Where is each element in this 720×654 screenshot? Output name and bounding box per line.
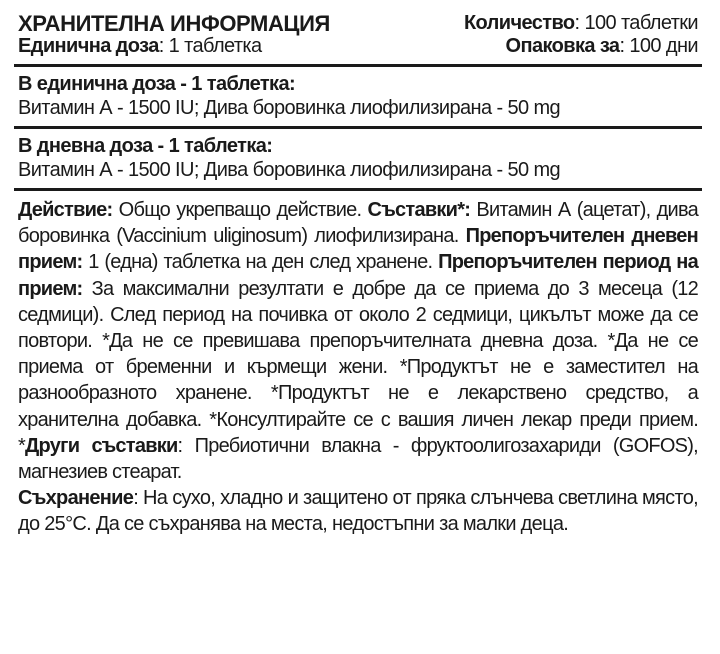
unit-dose-line xyxy=(18,35,330,58)
label-header xyxy=(18,12,698,58)
per-day-heading: В дневна доза - 1 таблетка: xyxy=(18,135,273,157)
per-unit-section xyxy=(18,73,698,120)
daily-intake-label: Препоръчителен дневен прием: xyxy=(18,225,699,274)
per-day-content: Витамин А - 1500 IU; Дива боровинка лиофилизирана - 50 mg xyxy=(18,159,561,181)
quantity-label: Количество xyxy=(463,12,575,34)
ingredients-text: Витамин А (ацетат), дива боровинка (Vaccinium uliginosum) лиофилизирана. xyxy=(18,199,698,248)
intake-period-text: За максимални резултати е добре да се приема до 3 месеца (12 седмици). След период на почивка от около 2 седмици, цикълът може да се повтори. *Да не се превишава препоръчителната дневна доза. *Да не се приема от бременни и кърмещи жени. *Продуктът не е заместител на разнообразното хранене. *Продуктът не е лекарствено средство, а хранителна добавка. *Консултирайте се с вашия личен лекар преди прием. * xyxy=(18,277,698,457)
divider-1 xyxy=(14,64,702,67)
header-left xyxy=(18,12,330,58)
storage-label: Съхранение xyxy=(18,487,134,510)
divider-2 xyxy=(14,126,702,129)
header-right xyxy=(464,12,698,58)
per-unit-heading: В единична доза - 1 таблетка: xyxy=(18,73,296,95)
other-ingredients-text: : Пребиотични влакна - фруктоолигозахариди (GOFOS), магнезиев стеарат. xyxy=(18,434,698,484)
unit-dose-label: Единична доза xyxy=(18,35,159,57)
action-text: Общо укрепващо действие. xyxy=(112,199,368,221)
storage-paragraph xyxy=(18,485,698,537)
intake-period-label: Препоръчителен период на прием: xyxy=(18,251,698,300)
other-ingredients-label: Други съставки xyxy=(25,434,178,457)
per-day-section xyxy=(18,135,698,182)
ingredients-label: Съставки*: xyxy=(367,199,471,221)
label-title: ХРАНИТЕЛНА ИНФОРМАЦИЯ xyxy=(18,11,330,36)
storage-text: : На сухо, хладно и защитено от пряка слънчева светлина място, до 25°С. Да се съхранява на места, недостъпни за малки деца. xyxy=(18,487,698,536)
package-label: Опаковка за xyxy=(505,35,620,57)
package-line xyxy=(464,35,698,58)
daily-intake-text: 1 (една) таблетка на ден след хранене. xyxy=(82,251,439,274)
action-label: Действие: xyxy=(18,199,113,221)
divider-3 xyxy=(14,188,702,191)
package-value: : 100 дни xyxy=(619,35,698,57)
quantity-value: : 100 таблетки xyxy=(574,12,698,34)
unit-dose-value: : 1 таблетка xyxy=(158,35,262,57)
quantity-line xyxy=(464,12,698,35)
per-unit-content: Витамин А - 1500 IU; Дива боровинка лиофилизирана - 50 mg xyxy=(18,97,561,119)
details-paragraph xyxy=(18,197,698,485)
